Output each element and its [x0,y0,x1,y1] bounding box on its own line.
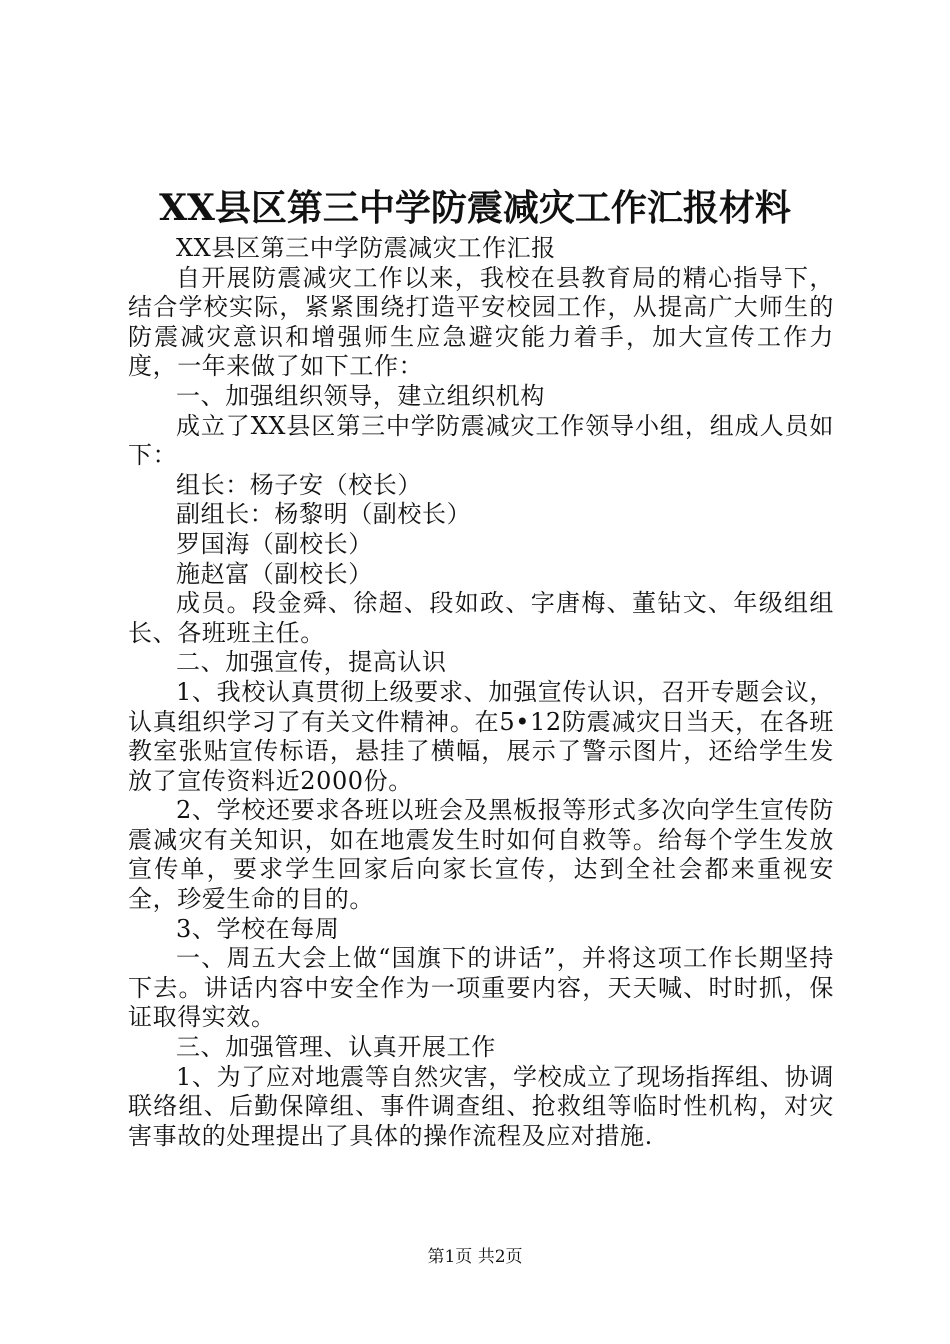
section-heading-3: 三、加强管理、认真开展工作 [176,1033,496,1062]
document-body [128,234,834,1151]
paragraph-leadership: 成立了XX县区第三中学防震减灾工作领导小组，组成人员如下： [128,411,834,470]
member-deputy-2: 罗国海（副校长） [176,529,373,558]
paragraph-management-1: 1、为了应对地震等自然灾害，学校成立了现场指挥组、协调联络组、后勤保障组、事件调查组、抢救组等临时性机构，对灾害事故的处理提出了具体的操作流程及应对措施. [128,1062,834,1150]
section-heading-1: 一、加强组织领导，建立组织机构 [176,381,545,410]
member-deputy-1: 副组长：杨黎明（副校长） [176,500,472,529]
paragraph-intro: 自开展防震减灾工作以来，我校在县教育局的精心指导下，结合学校实际，紧紧围绕打造平安校园工作，从提高广大师生的防震减灾意识和增强师生应急避灾能力着手，加大宣传工作力度，一年来做了如下工作： [128,263,834,381]
section-heading-2: 二、加强宣传，提高认识 [176,648,447,677]
member-leader: 组长：杨子安（校长） [176,470,422,499]
document-title: XX县区第三中学防震减灾工作汇报材料 [159,187,791,229]
paragraph-item-3: 3、学校在每周 [176,914,340,943]
paragraph-members: 成员。段金舜、徐超、段如政、字唐梅、董钻文、年级组组长、各班班主任。 [128,589,834,647]
member-deputy-3: 施赵富（副校长） [176,559,373,588]
paragraph-item-2: 2、学校还要求各班以班会及黑板报等形式多次向学生宣传防震减灾有关知识，如在地震发生时如何自救等。给每个学生发放宣传单，要求学生回家后向家长宣传，达到全社会都来重视安全，珍爱生命的目的。 [128,796,834,914]
page-number: 第1页 共2页 [427,1247,523,1267]
paragraph-item-1: 1、我校认真贯彻上级要求、加强宣传认识，召开专题会议，认真组织学习了有关文件精神。在5•12防震减灾日当天，在各班教室张贴宣传标语，悬挂了横幅，展示了警示图片，还给学生发放了宣传资料近2000份。 [128,677,834,795]
paragraph-item-3-cont: 一、周五大会上做“国旗下的讲话”，并将这项工作长期坚持下去。讲话内容中安全作为一项重要内容，天天喊、时时抓，保证取得实效。 [128,944,834,1032]
paragraph-subtitle: XX县区第三中学防震减灾工作汇报 [176,234,556,262]
